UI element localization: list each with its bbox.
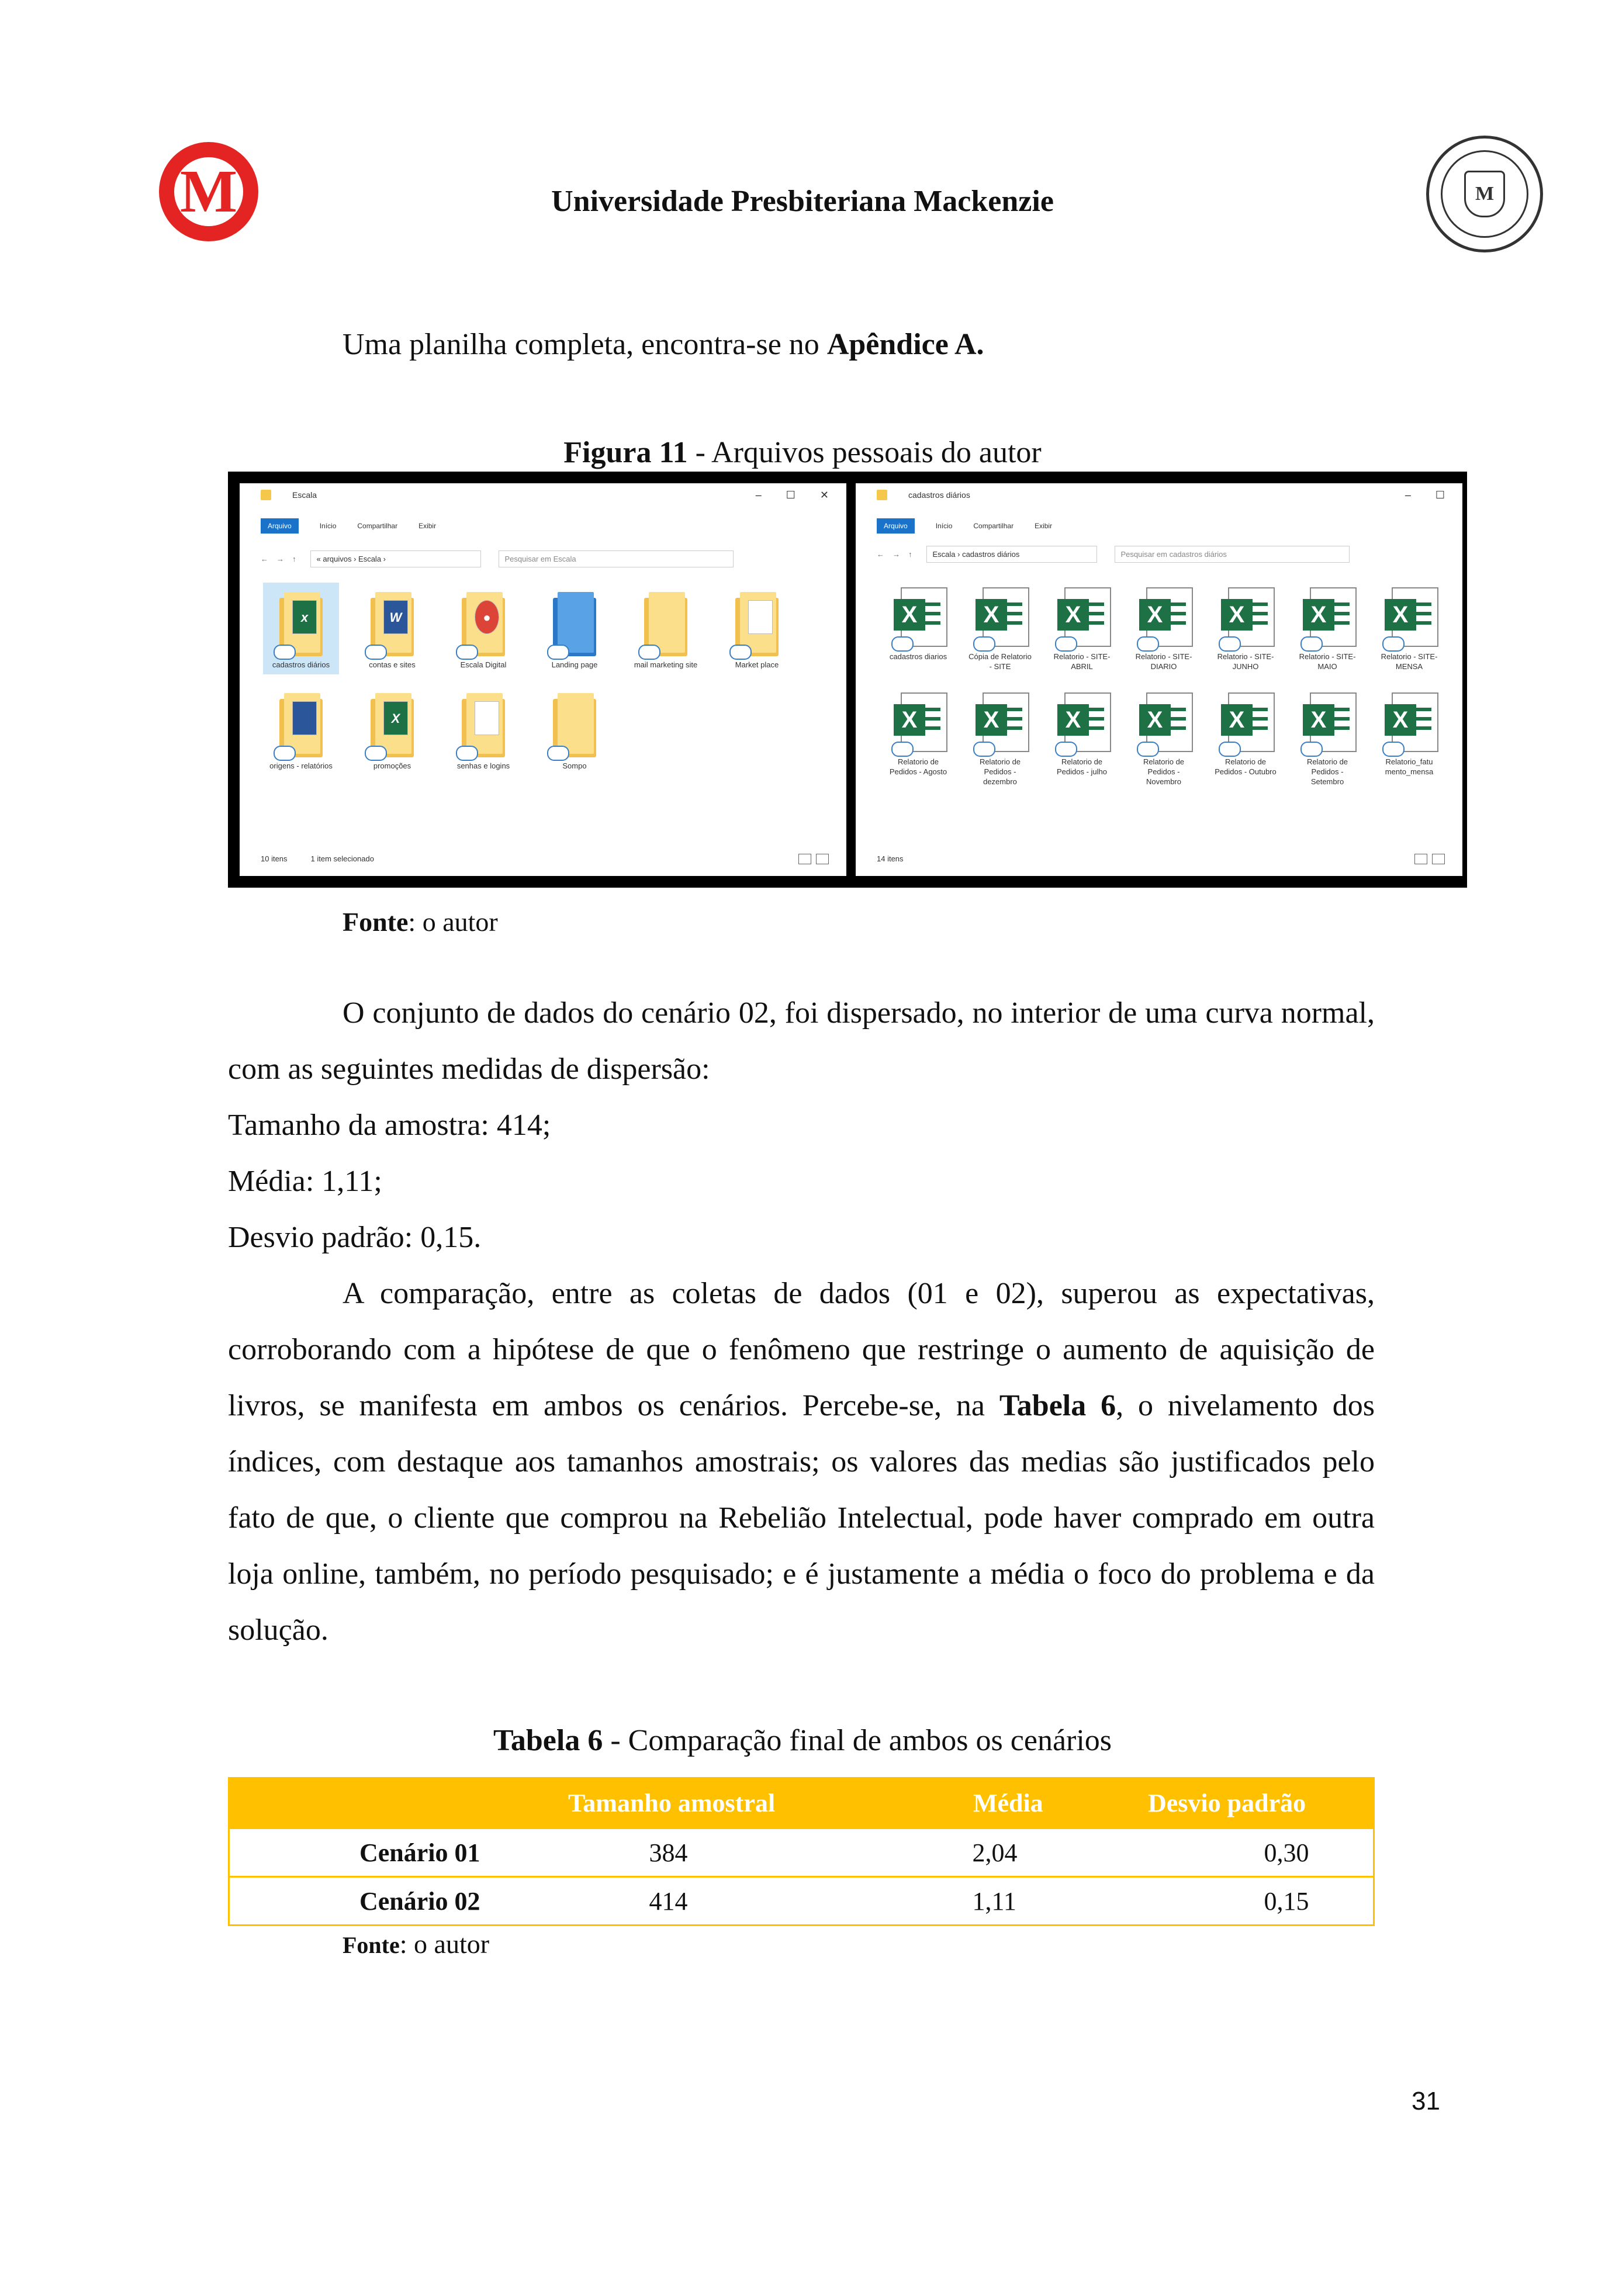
file-name: Relatorio - SITE-ABRIL <box>1053 652 1111 671</box>
cloud-icon <box>891 636 914 652</box>
large-icons-view-icon[interactable] <box>816 854 829 864</box>
folder-item[interactable]: x cadastros diários <box>263 583 339 674</box>
selection-count: 1 item selecionado <box>310 854 374 863</box>
table-cell: 2,04 <box>973 1829 1147 1877</box>
university-name: Universidade Presbiteriana Mackenzie <box>551 185 1054 218</box>
ribbon-tab-compartilhar[interactable]: Compartilhar <box>357 522 398 530</box>
ribbon-tab-inicio[interactable]: Início <box>935 522 953 530</box>
excel-icon: X <box>976 599 1007 631</box>
table-cell: 0,30 <box>1147 1829 1374 1877</box>
folder-item[interactable]: Sompo <box>537 684 613 775</box>
excel-icon: X <box>1385 704 1416 736</box>
cloud-icon <box>1300 742 1323 757</box>
line-media: Média: 1,11; <box>228 1165 382 1198</box>
details-view-icon[interactable] <box>798 854 811 864</box>
excel-icon: X <box>1221 704 1253 736</box>
file-name: Relatorio - SITE-DIARIO <box>1135 652 1192 671</box>
excel-icon: X <box>1139 599 1171 631</box>
file-name: Relatorio de Pedidos - Novembro <box>1143 757 1185 786</box>
address-bar[interactable]: Escala › cadastros diários <box>926 546 1097 563</box>
file-name: Relatorio - SITE-MAIO <box>1299 652 1356 671</box>
seal-letter: M <box>1464 171 1505 217</box>
figure-source: Fonte: o autor <box>343 907 498 937</box>
excel-file-item[interactable] <box>1129 583 1198 676</box>
header-cell <box>229 1778 568 1829</box>
item-count: 10 itens <box>261 854 288 863</box>
cloud-icon <box>1055 636 1077 652</box>
line-desvio: Desvio padrão: 0,15. <box>228 1221 482 1254</box>
cloud-icon <box>729 645 752 660</box>
ribbon-tab-arquivo[interactable]: Arquivo <box>877 518 915 534</box>
file-name: Relatorio - SITE-JUNHO <box>1217 652 1274 671</box>
maximize-icon[interactable]: ☐ <box>786 489 795 501</box>
excel-icon: X <box>1057 704 1089 736</box>
row-label: Cenário 01 <box>229 1829 568 1877</box>
excel-file-item[interactable] <box>884 688 953 791</box>
close-icon[interactable]: ✕ <box>819 489 829 501</box>
file-grid <box>263 583 795 775</box>
large-icons-view-icon[interactable] <box>1432 854 1445 864</box>
window-title: cadastros diários <box>908 490 970 500</box>
excel-file-item[interactable] <box>1211 688 1280 791</box>
excel-icon: X <box>1221 599 1253 631</box>
cloud-icon <box>274 645 296 660</box>
cloud-icon <box>1219 636 1241 652</box>
cloud-icon <box>1219 742 1241 757</box>
cloud-icon <box>1137 742 1159 757</box>
cloud-icon <box>274 746 296 761</box>
appendix-ref: Apêndice A. <box>826 328 984 361</box>
file-name: Relatorio_fatu mento_mensa <box>1385 757 1434 776</box>
cloud-icon <box>1137 636 1159 652</box>
cloud-icon <box>973 636 995 652</box>
excel-icon: X <box>1139 704 1171 736</box>
folder-item[interactable]: origens - relatórios <box>263 684 339 775</box>
cloud-icon <box>547 746 569 761</box>
university-seal <box>1426 136 1543 252</box>
excel-icon: X <box>976 704 1007 736</box>
cloud-icon <box>1300 636 1323 652</box>
cloud-icon <box>547 645 569 660</box>
search-input[interactable]: Pesquisar em Escala <box>499 550 734 567</box>
folder-item[interactable]: mail marketing site <box>628 583 704 674</box>
excel-file-item[interactable] <box>884 583 953 676</box>
excel-file-item[interactable] <box>1293 583 1362 676</box>
line-tamanho: Tamanho da amostra: 414; <box>228 1109 551 1142</box>
nav-arrows-icon[interactable]: ←→↑ <box>877 549 921 559</box>
folder-icon <box>261 490 271 500</box>
folder-item[interactable]: ● Escala Digital <box>445 583 521 674</box>
cloud-icon <box>365 746 387 761</box>
file-name: Relatorio - SITE-MENSA <box>1381 652 1438 671</box>
file-name: cadastros diarios <box>889 652 947 661</box>
folder-item[interactable]: X promoções <box>354 684 430 775</box>
paragraph-dispersao: O conjunto de dados do cenário 02, foi dispersado, no interior de uma curva normal, com as seguintes medidas de dispersão: <box>228 996 1375 1086</box>
excel-icon: X <box>894 599 925 631</box>
header-cell: Desvio padrão <box>1147 1778 1374 1829</box>
table-cell: 384 <box>568 1829 973 1877</box>
folder-item[interactable]: senhas e logins <box>445 684 521 775</box>
logo-letter: M <box>179 158 238 225</box>
table-row <box>229 1877 1374 1926</box>
file-name: Relatorio de Pedidos - dezembro <box>979 757 1021 786</box>
header-cell: Média <box>973 1778 1147 1829</box>
cloud-icon <box>638 645 660 660</box>
table-source: Fonte: o autor <box>343 1929 490 1959</box>
ribbon-tab-exibir[interactable]: Exibir <box>418 522 437 530</box>
excel-file-item[interactable] <box>1211 583 1280 676</box>
file-grid <box>884 583 1444 791</box>
file-name: Relatorio de Pedidos - Setembro <box>1306 757 1348 786</box>
ribbon-tab-exibir[interactable]: Exibir <box>1035 522 1053 530</box>
excel-file-item[interactable] <box>1375 688 1444 791</box>
folder-icon <box>877 490 887 500</box>
excel-file-item[interactable] <box>1293 688 1362 791</box>
excel-icon: X <box>1303 704 1334 736</box>
excel-icon: X <box>1303 599 1334 631</box>
file-name: Cópia de Relatorio - SITE <box>968 652 1032 671</box>
folder-item[interactable]: Landing page <box>537 583 613 674</box>
address-bar[interactable]: « arquivos › Escala › <box>310 550 481 567</box>
cloud-icon <box>891 742 914 757</box>
excel-file-item[interactable] <box>1129 688 1198 791</box>
details-view-icon[interactable] <box>1414 854 1427 864</box>
explorer-window-escala <box>240 483 846 876</box>
table-cell: 414 <box>568 1877 973 1926</box>
file-name: Relatorio de Pedidos - Agosto <box>889 757 947 776</box>
figure-screenshot <box>228 472 1467 888</box>
minimize-icon[interactable]: – <box>1405 489 1411 501</box>
comparison-table <box>228 1777 1375 1926</box>
table-ref: Tabela 6 <box>999 1389 1116 1422</box>
file-name: Relatorio de Pedidos - Outubro <box>1215 757 1277 776</box>
window-title: Escala <box>292 490 317 500</box>
ribbon-tab-arquivo[interactable]: Arquivo <box>261 518 299 534</box>
table-row <box>229 1829 1374 1877</box>
explorer-window-cadastros <box>856 483 1462 876</box>
excel-icon: X <box>1057 599 1089 631</box>
excel-file-item[interactable] <box>966 583 1035 676</box>
cloud-icon <box>973 742 995 757</box>
row-label: Cenário 02 <box>229 1877 568 1926</box>
excel-icon: X <box>1385 599 1416 631</box>
cloud-icon <box>1382 742 1405 757</box>
folder-item[interactable]: W contas e sites <box>354 583 430 674</box>
maximize-icon[interactable]: ☐ <box>1435 489 1445 501</box>
table-cell: 0,15 <box>1147 1877 1374 1926</box>
intro-line: Uma planilha completa, encontra-se no Apêndice A. <box>343 328 984 361</box>
search-input[interactable]: Pesquisar em cadastros diários <box>1115 546 1350 563</box>
folder-item[interactable]: Market place <box>719 583 795 674</box>
cloud-icon <box>365 645 387 660</box>
table-cell: 1,11 <box>973 1877 1147 1926</box>
excel-file-item[interactable] <box>1047 583 1116 676</box>
paragraph-comparacao: A comparação, entre as coletas de dados (01 e 02), superou as expectativas, corroborando com a hipótese de que o fenômeno que restringe o aumento de aquisição de livros, se manifesta em ambos os cenários. Percebe-se, na Tabela 6, o nivelamento dos índices, com destaque aos tamanhos amostrais; os valores das medias são justificados pelo fato de que, o cliente que comprou na Rebelião Intelectual, pode haver comprado em outra loja online, também, no período pesquisado; e é justamente a média o foco do problema e da solução. <box>228 1277 1375 1647</box>
cloud-icon <box>1382 636 1405 652</box>
ribbon-tab-compartilhar[interactable]: Compartilhar <box>973 522 1014 530</box>
item-count: 14 itens <box>877 854 904 863</box>
cloud-icon <box>1055 742 1077 757</box>
excel-file-item[interactable] <box>1047 688 1116 791</box>
minimize-icon[interactable]: – <box>755 489 762 501</box>
file-name: Relatorio de Pedidos - julho <box>1057 757 1107 776</box>
table-caption: Tabela 6 - Comparação final de ambos os cenários <box>493 1724 1112 1757</box>
excel-file-item[interactable] <box>966 688 1035 791</box>
figure-caption: Figura 11 - Arquivos pessoais do autor <box>563 436 1042 469</box>
excel-icon: X <box>894 704 925 736</box>
cloud-icon <box>456 746 478 761</box>
table-header-row <box>229 1778 1374 1829</box>
nav-arrows-icon[interactable]: ←→↑ <box>261 554 305 563</box>
page-number: 31 <box>1412 2087 1440 2115</box>
ribbon-tab-inicio[interactable]: Início <box>319 522 337 530</box>
excel-file-item[interactable] <box>1375 583 1444 676</box>
header-cell: Tamanho amostral <box>568 1778 973 1829</box>
cloud-icon <box>456 645 478 660</box>
